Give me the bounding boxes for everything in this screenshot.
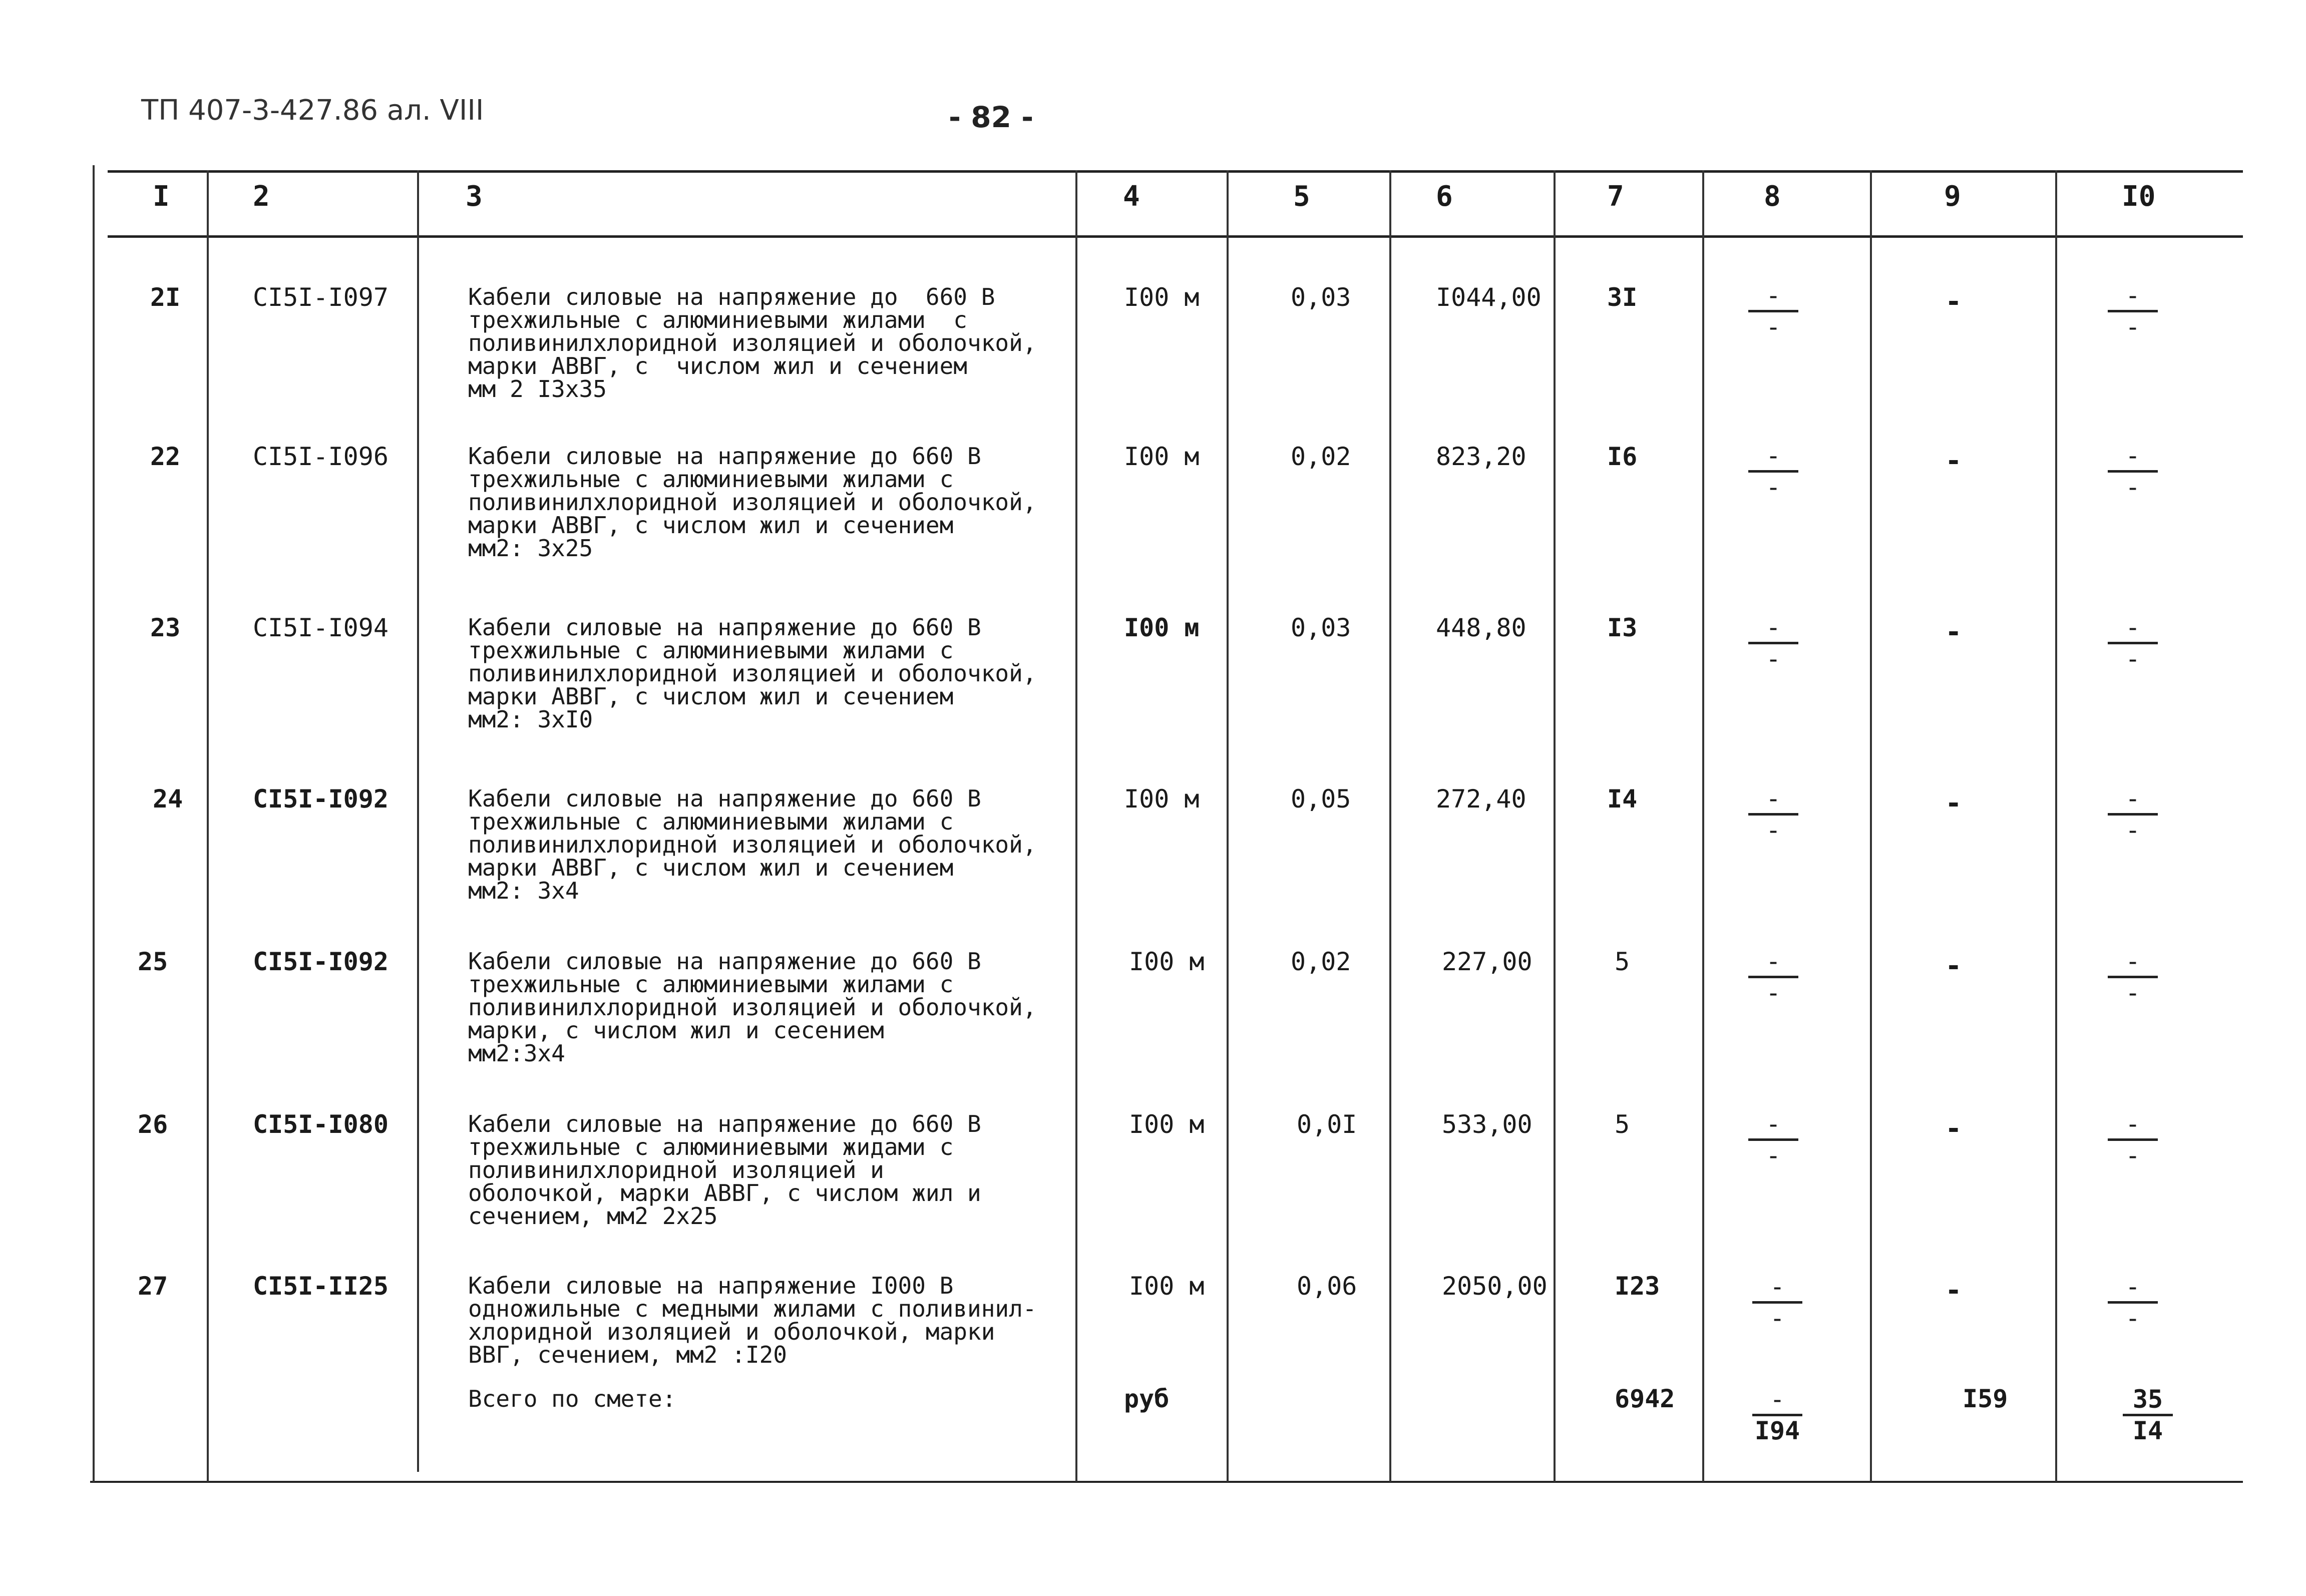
- row-col9: -: [1945, 1274, 1962, 1307]
- row-col10-fraction: [2103, 615, 2163, 671]
- row-description: Кабели силовые на напряжение до 660 В трехжильные с алюминиевыми жидами с поливинилхлоридной изоляцией и оболочкой, марки АВВГ, с числом жил и сечением, мм2 2x25: [468, 1110, 981, 1230]
- total-col10-fraction: [2118, 1387, 2178, 1443]
- row-col10-fraction: [2103, 1274, 2163, 1331]
- row-col8-fraction: [1743, 283, 1803, 339]
- row-col8-fraction: [1743, 1111, 1803, 1168]
- row-quantity: 0,05: [1291, 784, 1351, 814]
- row-description: Кабели силовые на напряжение до 660 В трехжильные с алюминиевыми жилами с поливинилхлоридной изоляцией и оболочкой, марки АВВГ, с числом жил и сечением мм2: 3xI0: [468, 614, 1037, 733]
- fraction-bottom: -: [2125, 1304, 2141, 1333]
- column-number: 7: [1607, 180, 1624, 213]
- column-divider: [1075, 170, 1077, 1482]
- row-description: Кабели силовые на напряжение до 660 В трехжильные с алюминиевыми жилами с поливинилхлоридной изоляцией и оболочкой, марки АВВГ, с числом жил и сечением мм2: 3x25: [468, 443, 1037, 562]
- fraction-bottom: I4: [2132, 1416, 2163, 1445]
- row-col10-fraction: [2103, 1111, 2163, 1168]
- row-col9: -: [1945, 1112, 1962, 1145]
- row-total: I4: [1607, 784, 1638, 814]
- row-price: 272,40: [1436, 784, 1526, 814]
- row-unit: I00 м: [1124, 283, 1200, 312]
- fraction-top: -: [2125, 441, 2141, 470]
- column-number: 3: [466, 180, 483, 213]
- row-code: CI5I-II25: [253, 1272, 389, 1301]
- row-number: 22: [150, 442, 181, 471]
- column-number: 9: [1944, 180, 1961, 213]
- fraction-bottom: -: [1765, 1141, 1781, 1170]
- row-number: 23: [150, 613, 181, 642]
- row-col10-fraction: [2103, 443, 2163, 500]
- row-code: CI5I-I092: [253, 947, 389, 976]
- fraction-top: -: [1765, 784, 1781, 813]
- total-amount: 6942: [1615, 1384, 1675, 1413]
- fraction-bottom: -: [2125, 312, 2141, 341]
- column-number: I0: [2122, 180, 2156, 213]
- column-divider: [1702, 170, 1704, 1482]
- row-col9: -: [1945, 950, 1962, 982]
- column-divider: [1389, 170, 1391, 1482]
- row-col10-fraction: [2103, 949, 2163, 1005]
- column-divider: [93, 165, 95, 1482]
- row-col9: -: [1945, 616, 1962, 648]
- fraction-top: -: [2125, 281, 2141, 310]
- row-unit: I00 м: [1129, 947, 1205, 976]
- row-total: 3I: [1607, 283, 1638, 312]
- fraction-bottom: -: [1765, 312, 1781, 341]
- row-code: CI5I-I080: [253, 1110, 389, 1139]
- row-number: 26: [138, 1110, 168, 1139]
- row-price: 823,20: [1436, 442, 1526, 471]
- row-unit: I00 м: [1129, 1272, 1205, 1301]
- row-col8-fraction: [1743, 786, 1803, 843]
- row-code: CI5I-I094: [253, 613, 389, 642]
- fraction-bottom: -: [1765, 644, 1781, 673]
- row-col10-fraction: [2103, 283, 2163, 339]
- total-col8-fraction: [1747, 1387, 1807, 1443]
- table-bottom-rule: [90, 1481, 2243, 1483]
- column-number: 5: [1293, 180, 1310, 213]
- fraction-top: -: [2125, 1109, 2141, 1138]
- row-total: I23: [1615, 1272, 1660, 1301]
- row-number: 2I: [150, 283, 181, 312]
- row-col8-fraction: [1747, 1274, 1807, 1331]
- column-number: I: [153, 180, 170, 213]
- column-divider: [1227, 170, 1229, 1482]
- fraction-top: -: [1765, 441, 1781, 470]
- row-total: 5: [1615, 947, 1630, 976]
- row-quantity: 0,02: [1291, 947, 1351, 976]
- fraction-top: 35: [2132, 1385, 2163, 1414]
- total-unit: руб: [1124, 1384, 1170, 1413]
- fraction-bottom: -: [2125, 978, 2141, 1007]
- row-unit: I00 м: [1124, 442, 1200, 471]
- row-price: 448,80: [1436, 613, 1526, 642]
- fraction-top: -: [2125, 784, 2141, 813]
- row-total: I6: [1607, 442, 1638, 471]
- fraction-top: -: [1769, 1385, 1785, 1414]
- row-price: I044,00: [1436, 283, 1542, 312]
- column-number: 2: [253, 180, 270, 213]
- row-col8-fraction: [1743, 615, 1803, 671]
- total-col9: I59: [1963, 1384, 2008, 1413]
- fraction-bottom: -: [1765, 473, 1781, 502]
- column-number: 8: [1764, 180, 1781, 213]
- fraction-bottom: -: [1769, 1304, 1785, 1333]
- column-divider: [207, 170, 209, 1482]
- column-number: 4: [1123, 180, 1140, 213]
- row-code: CI5I-I097: [253, 283, 389, 312]
- row-quantity: 0,06: [1297, 1272, 1357, 1301]
- row-number: 25: [138, 947, 168, 976]
- row-quantity: 0,03: [1291, 283, 1351, 312]
- fraction-top: -: [1765, 281, 1781, 310]
- row-unit: I00 м: [1124, 613, 1200, 642]
- row-unit: I00 м: [1129, 1110, 1205, 1139]
- fraction-bottom: -: [2125, 816, 2141, 845]
- row-total: 5: [1615, 1110, 1630, 1139]
- fraction-bottom: -: [1765, 978, 1781, 1007]
- row-quantity: 0,02: [1291, 442, 1351, 471]
- column-divider: [1870, 170, 1872, 1482]
- row-quantity: 0,0I: [1297, 1110, 1357, 1139]
- total-label: Всего по смете:: [468, 1385, 676, 1412]
- column-number: 6: [1436, 180, 1453, 213]
- fraction-bottom: -: [2125, 644, 2141, 673]
- table-top-rule: [108, 170, 2243, 173]
- row-number: 24: [153, 784, 183, 814]
- row-price: 533,00: [1442, 1110, 1532, 1139]
- row-number: 27: [138, 1272, 168, 1301]
- row-col9: -: [1945, 285, 1962, 318]
- row-code: CI5I-I096: [253, 442, 389, 471]
- fraction-top: -: [1765, 947, 1781, 976]
- fraction-top: -: [2125, 1272, 2141, 1301]
- row-price: 2050,00: [1442, 1272, 1548, 1301]
- document-code: ТП 407-3-427.86 ал. VIII: [141, 94, 484, 127]
- row-total: I3: [1607, 613, 1638, 642]
- row-price: 227,00: [1442, 947, 1532, 976]
- row-col10-fraction: [2103, 786, 2163, 843]
- fraction-top: -: [1765, 613, 1781, 642]
- row-description: Кабели силовые на напряжение до 660 В трехжильные с алюминиевыми жилами с поливинилхлоридной изоляцией и оболочкой, марки, с числом жил и сесением мм2:3x4: [468, 948, 1037, 1067]
- row-unit: I00 м: [1124, 784, 1200, 814]
- column-divider: [1554, 170, 1556, 1482]
- table-header-rule: [108, 235, 2243, 238]
- row-description: Кабели силовые на напряжение до 660 В трехжильные с алюминиевыми жилами с поливинилхлоридной изоляцией и оболочкой, марки АВВГ, с числом жил и сечением мм2: 3x4: [468, 785, 1037, 904]
- row-col9: -: [1945, 787, 1962, 820]
- row-col9: -: [1945, 445, 1962, 477]
- row-col8-fraction: [1743, 443, 1803, 500]
- row-quantity: 0,03: [1291, 613, 1351, 642]
- fraction-bottom: -: [1765, 816, 1781, 845]
- fraction-top: -: [1765, 1109, 1781, 1138]
- fraction-top: -: [1769, 1272, 1785, 1301]
- column-divider: [417, 170, 419, 1472]
- row-description: Кабели силовые на напряжение до 660 В трехжильные с алюминиевыми жилами с поливинилхлоридной изоляцией и оболочкой, марки АВВГ, с числом жил и сечением мм 2 I3x35: [468, 283, 1037, 403]
- fraction-top: -: [2125, 613, 2141, 642]
- fraction-bottom: -: [2125, 473, 2141, 502]
- row-col8-fraction: [1743, 949, 1803, 1005]
- fraction-top: -: [2125, 947, 2141, 976]
- fraction-bottom: -: [2125, 1141, 2141, 1170]
- page-number: - 82 -: [949, 100, 1034, 134]
- row-code: CI5I-I092: [253, 784, 389, 814]
- fraction-bottom: I94: [1754, 1416, 1800, 1445]
- row-description: Кабели силовые на напряжение I000 В одножильные с медными жилами с поливинил- хлоридной изоляцией и оболочкой, марки ВВГ, сечением, мм2 :I20: [468, 1272, 1037, 1368]
- column-divider: [2055, 170, 2057, 1482]
